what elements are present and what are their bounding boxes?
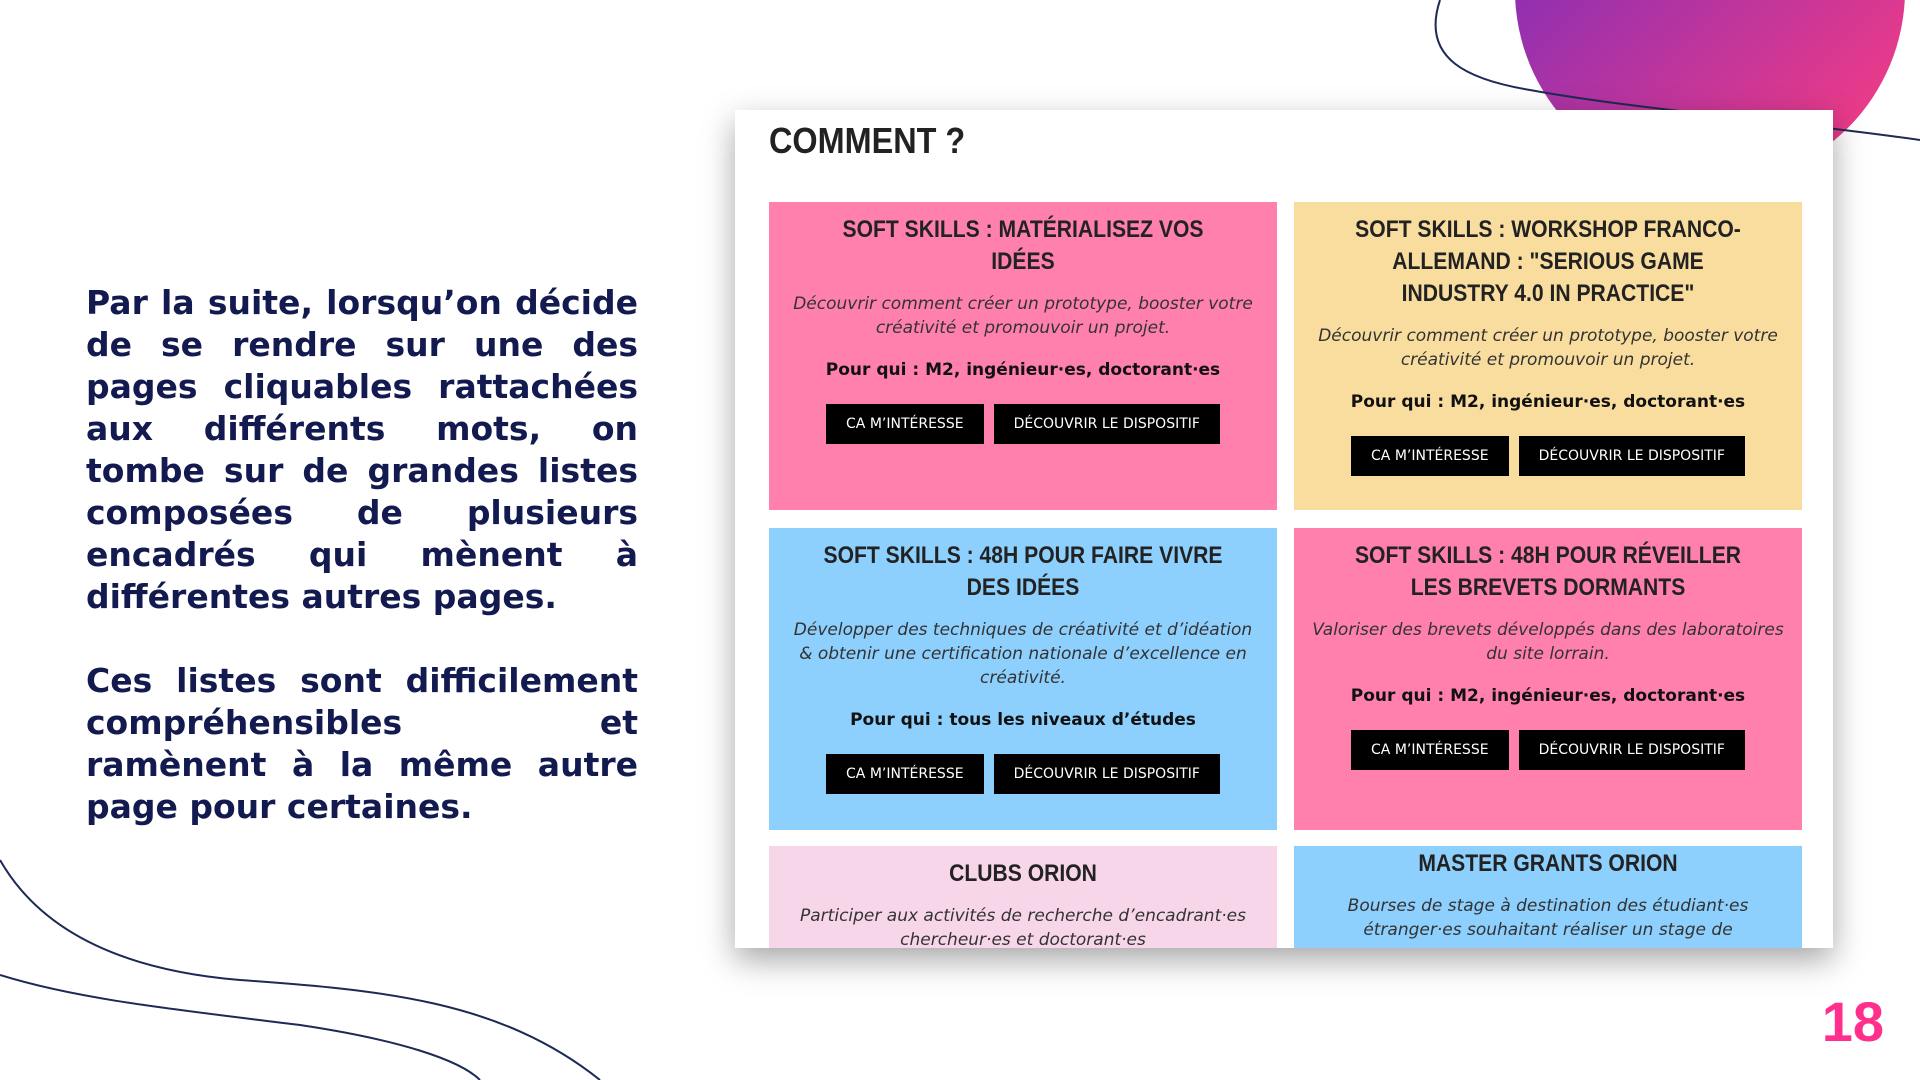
card-description: Développer des techniques de créativité et d’idéation & obtenir une certification nationale d’excellence en créativité.: [793, 620, 1253, 688]
card-title: SOFT SKILLS : 48H POUR RÉVEILLER LES BREVETS DORMANTS: [1354, 542, 1742, 601]
deco-curve-bottom-2: [0, 975, 480, 1080]
card-audience: Pour qui : M2, ingénieur·es, doctorant·es: [825, 360, 1221, 380]
card-description: Découvrir comment créer un prototype, booster votre créativité et promouvoir un projet.: [793, 294, 1253, 338]
card-title: SOFT SKILLS : 48H POUR FAIRE VIVRE DES IDÉES: [823, 542, 1223, 601]
card-audience: Pour qui : M2, ingénieur·es, doctorant·es: [1350, 686, 1746, 706]
card-description: Bourses de stage à destination des étudiant·es étranger·es souhaitant réaliser un stage de: [1347, 896, 1749, 940]
card-description: Valoriser des brevets développés dans des laboratoires du site lorrain.: [1312, 620, 1784, 664]
card-title: SOFT SKILLS : MATÉRIALISEZ VOS IDÉES: [842, 216, 1204, 275]
card-materialisez: [769, 202, 1277, 510]
website-screenshot: [735, 110, 1833, 948]
discover-button[interactable]: DÉCOUVRIR LE DISPOSITIF: [994, 404, 1220, 444]
discover-button[interactable]: DÉCOUVRIR LE DISPOSITIF: [1519, 436, 1745, 476]
paragraph-1: Par la suite, lorsqu’on décide de se rendre sur une des pages cliquables rattachées aux différents mots, on tombe sur de grandes listes composées de plusieurs encadrés qui mènent à différentes autres pages.: [86, 283, 638, 616]
card-48h-brevets: [1294, 528, 1802, 830]
card-description: Découvrir comment créer un prototype, booster votre créativité et promouvoir un projet.: [1318, 326, 1778, 370]
interest-button[interactable]: CA M’INTÉRESSE: [1351, 730, 1509, 770]
card-title: CLUBS ORION: [949, 860, 1097, 887]
deco-curve-bottom-1: [0, 860, 600, 1080]
paragraph-2: Ces listes sont difficilement compréhensibles et ramènent à la même autre page pour certaines.: [86, 661, 638, 826]
card-title: MASTER GRANTS ORION: [1418, 850, 1678, 877]
interest-button[interactable]: CA M’INTÉRESSE: [826, 754, 984, 794]
card-48h-idees: [769, 528, 1277, 830]
card-audience: Pour qui : M2, ingénieur·es, doctorant·es: [1350, 392, 1746, 412]
card-audience: Pour qui : tous les niveaux d’études: [850, 710, 1196, 730]
interest-button[interactable]: CA M’INTÉRESSE: [1351, 436, 1509, 476]
slide-body-text: [86, 282, 638, 870]
card-master-grants: [1294, 846, 1802, 948]
interest-button[interactable]: CA M’INTÉRESSE: [826, 404, 984, 444]
card-workshop: [1294, 202, 1802, 510]
card-description: Participer aux activités de recherche d’encadrant·es chercheur·es et doctorant·es: [800, 906, 1246, 948]
discover-button[interactable]: DÉCOUVRIR LE DISPOSITIF: [994, 754, 1220, 794]
page-number: 18: [1821, 990, 1884, 1053]
section-title: COMMENT ?: [769, 120, 966, 161]
card-clubs-orion: [769, 846, 1277, 948]
card-title: SOFT SKILLS : WORKSHOP FRANCO-ALLEMAND : "SERIOUS GAME INDUSTRY 4.0 IN PRACTICE": [1355, 216, 1741, 307]
discover-button[interactable]: DÉCOUVRIR LE DISPOSITIF: [1519, 730, 1745, 770]
